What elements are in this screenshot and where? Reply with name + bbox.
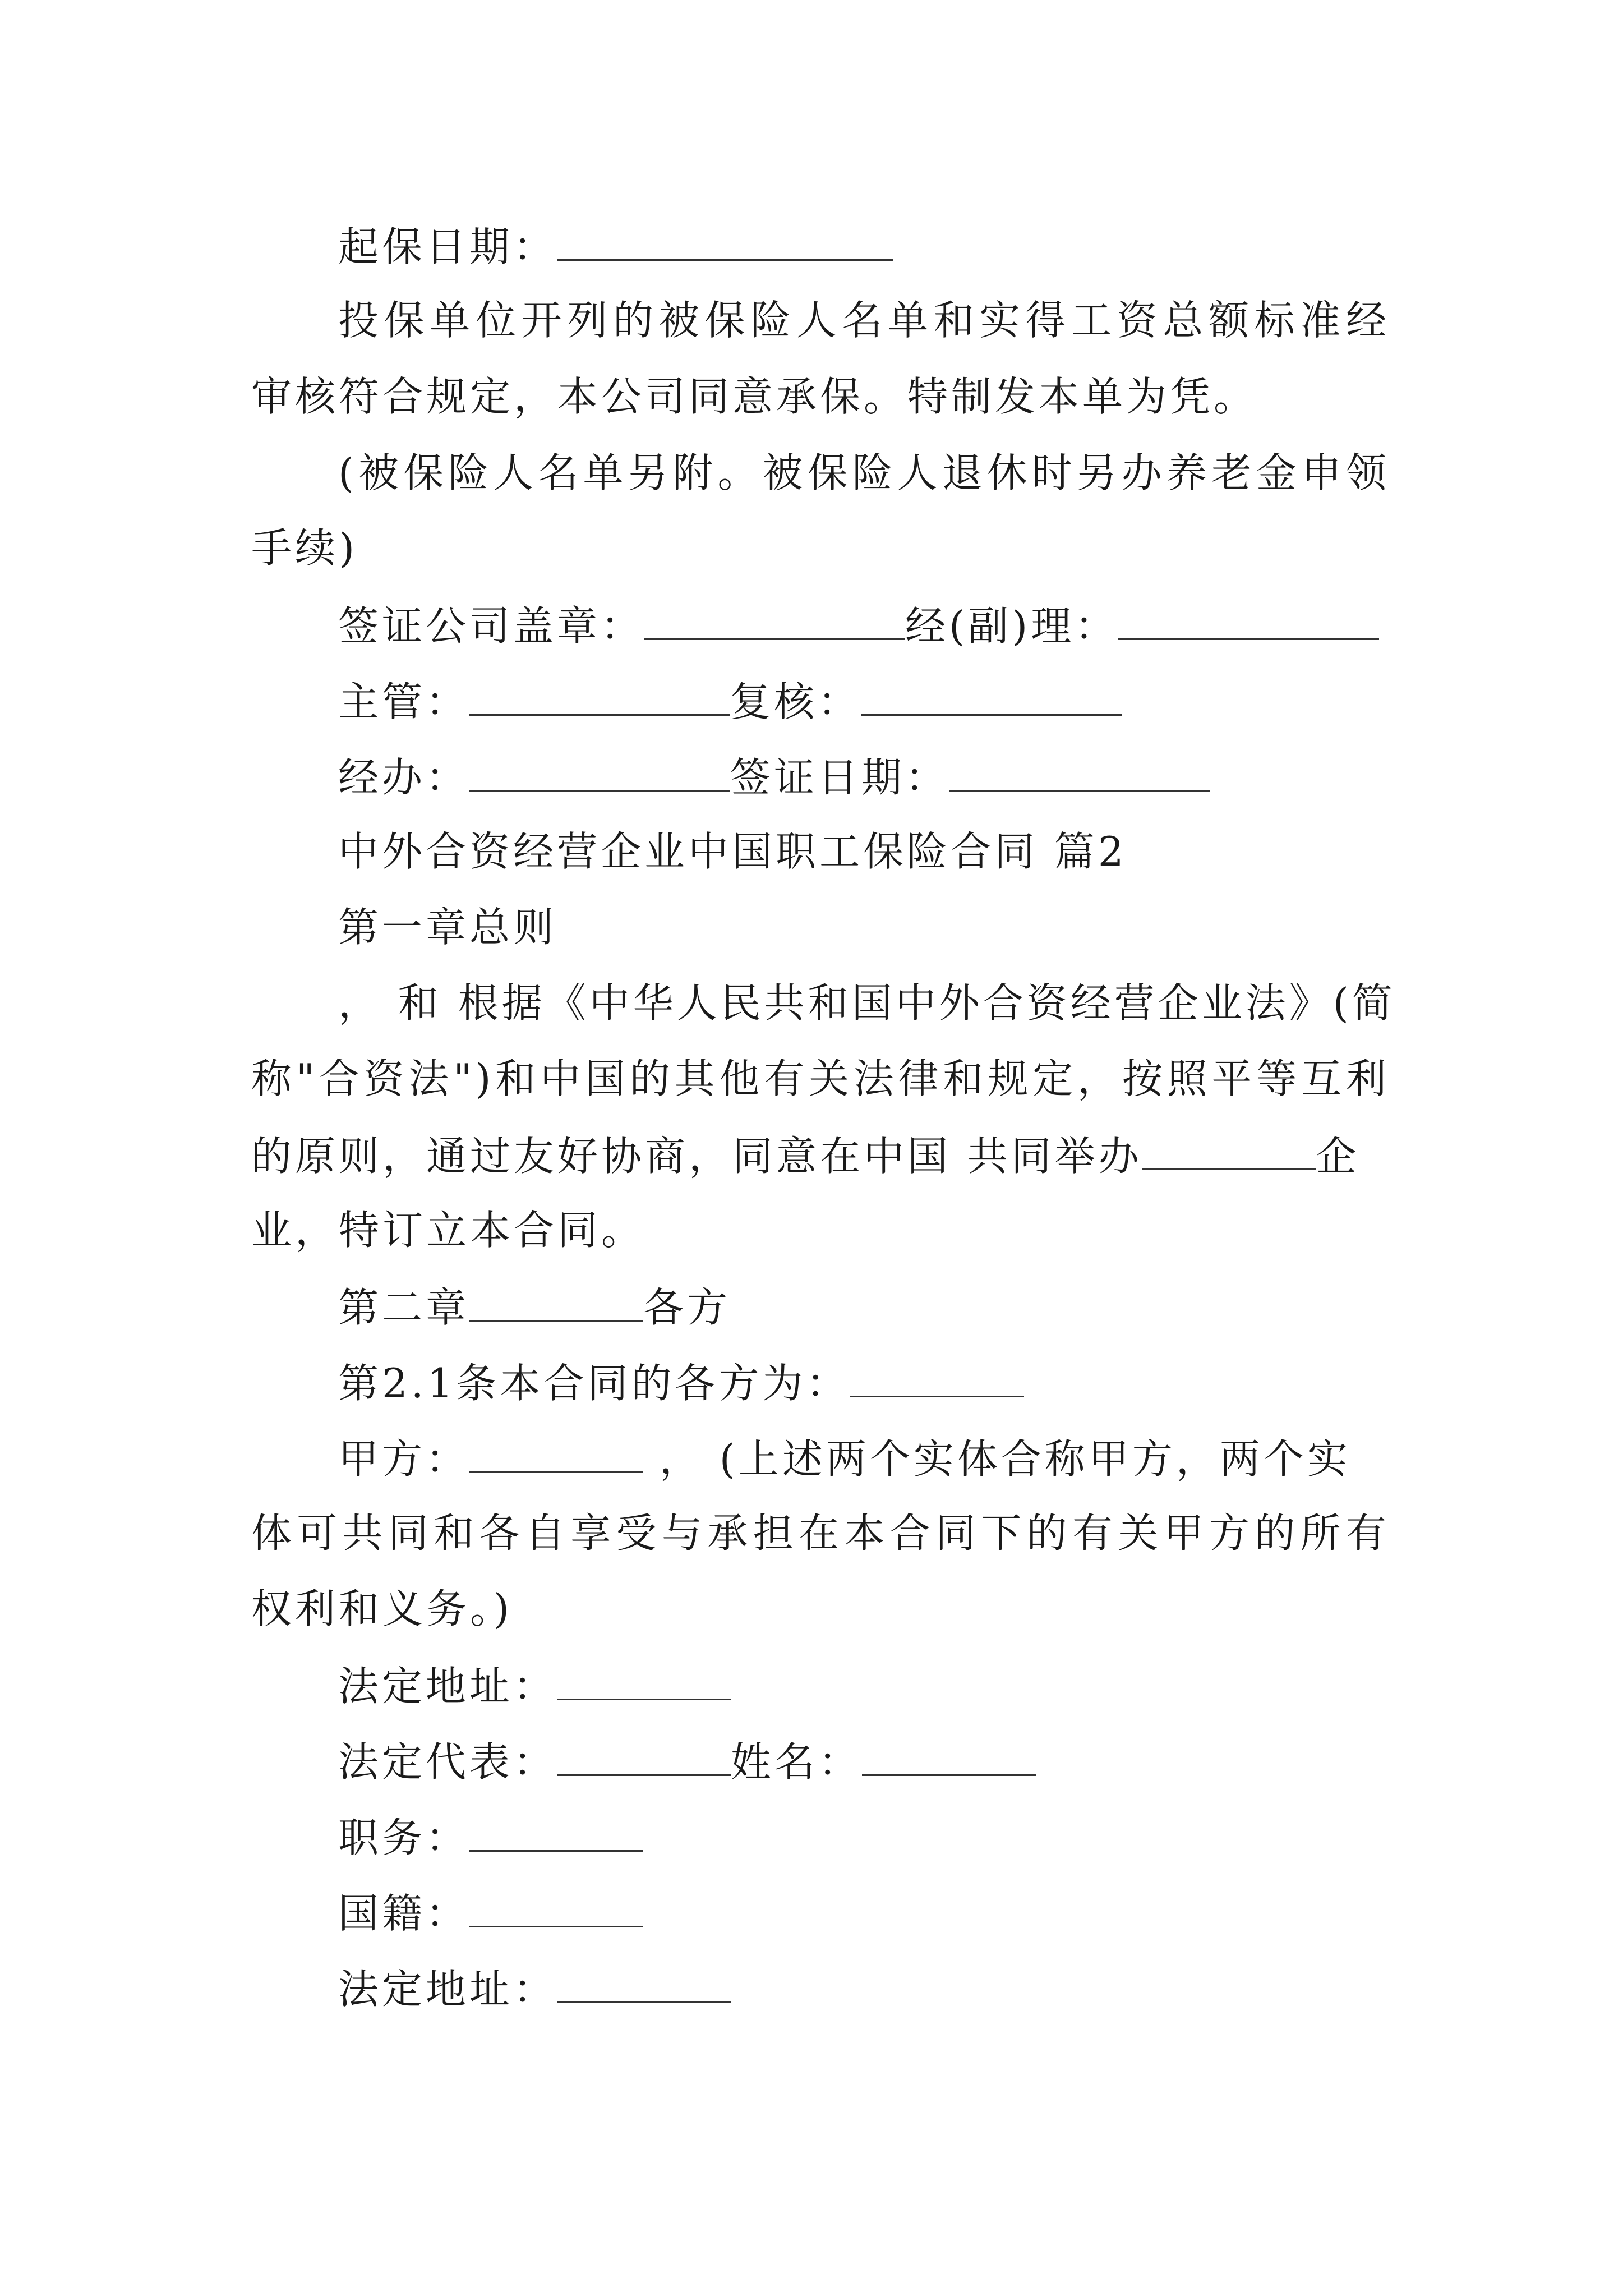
article-line [338, 1356, 1390, 1407]
paragraph-line [251, 1129, 1390, 1180]
legal-address-line [338, 1659, 1390, 1710]
nationality-line [338, 1887, 1390, 1937]
paragraph-line: 称"合资法")和中国的其他有关法律和规定，按照平等互利 [251, 1055, 1390, 1102]
review-label: 复核： [730, 678, 862, 725]
sign-company-line [338, 599, 1390, 650]
legal-address-label: 法定地址： [338, 1663, 557, 1710]
chapter-blank [469, 1281, 643, 1322]
position-line [338, 1811, 1390, 1861]
chapter-heading: 第一章总则 [338, 904, 557, 951]
manager-label: 经(副)理： [905, 602, 1119, 650]
nationality-blank [469, 1887, 643, 1927]
party-a-text: ， (上述两个实体合称甲方，两个实 [643, 1435, 1351, 1483]
section-title: 中外合资经营企业中国职工保险合同 篇2 [338, 828, 1127, 875]
handler-label: 经办： [338, 754, 470, 801]
enterprise-blank [1142, 1129, 1316, 1170]
paragraph-line: 权利和义务。) [251, 1585, 513, 1632]
legal-address-label: 法定地址： [338, 1966, 557, 2013]
sign-date-label: 签证日期： [730, 754, 949, 801]
party-a-blank [469, 1432, 643, 1473]
chapter-heading [338, 1281, 1390, 1331]
paragraph-text: 企 [1316, 1133, 1360, 1180]
start-date-line [338, 220, 1390, 270]
position-blank [469, 1811, 643, 1852]
party-a-line [338, 1432, 1390, 1483]
chapter-text: 各方 [643, 1284, 731, 1331]
legal-rep-label: 法定代表： [338, 1738, 557, 1786]
paragraph-line: 业，特订立本合同。 [251, 1207, 645, 1254]
paragraph-line: 体可共同和各自享受与承担在本合同下的有关甲方的所有 [251, 1510, 1390, 1557]
sign-company-label: 签证公司盖章： [338, 602, 645, 650]
supervisor-blank [469, 675, 730, 716]
legal-rep-blank [557, 1735, 731, 1776]
article-blank [850, 1356, 1024, 1397]
article-text: 第2.1条本合同的各方为： [338, 1360, 850, 1407]
sign-date-blank [949, 751, 1210, 792]
supervisor-label: 主管： [338, 678, 470, 725]
sign-company-blank [644, 599, 905, 640]
handler-blank [469, 751, 730, 792]
start-date-label: 起保日期： [338, 223, 557, 270]
paragraph-line: ， 和 根据《中华人民共和国中外合资经营企业法》(简 [338, 979, 1396, 1027]
paragraph-line: 手续) [251, 524, 358, 572]
start-date-blank [557, 220, 893, 261]
legal-rep-line [338, 1735, 1390, 1786]
review-blank [861, 675, 1122, 716]
party-a-label: 甲方： [338, 1435, 470, 1483]
handler-line [338, 751, 1390, 801]
nationality-label: 国籍： [338, 1890, 470, 1937]
position-label: 职务： [338, 1814, 470, 1861]
legal-address-blank [557, 1659, 731, 1700]
manager-blank [1118, 599, 1379, 640]
paragraph-line: 投保单位开列的被保险人名单和实得工资总额标准经 [338, 297, 1390, 344]
legal-address-blank [557, 1962, 731, 2003]
legal-address-line [338, 1962, 1390, 2013]
name-label: 姓名： [731, 1738, 863, 1786]
chapter-text: 第二章 [338, 1284, 470, 1331]
paragraph-text: 的原则，通过友好协商，同意在中国 共同举办 [251, 1133, 1142, 1180]
paragraph-line: 审核符合规定，本公司同意承保。特制发本单为凭。 [251, 373, 1258, 420]
supervisor-line [338, 675, 1390, 725]
name-blank [862, 1735, 1036, 1776]
paragraph-line: (被保险人名单另附。被保险人退休时另办养老金申领 [338, 449, 1390, 496]
